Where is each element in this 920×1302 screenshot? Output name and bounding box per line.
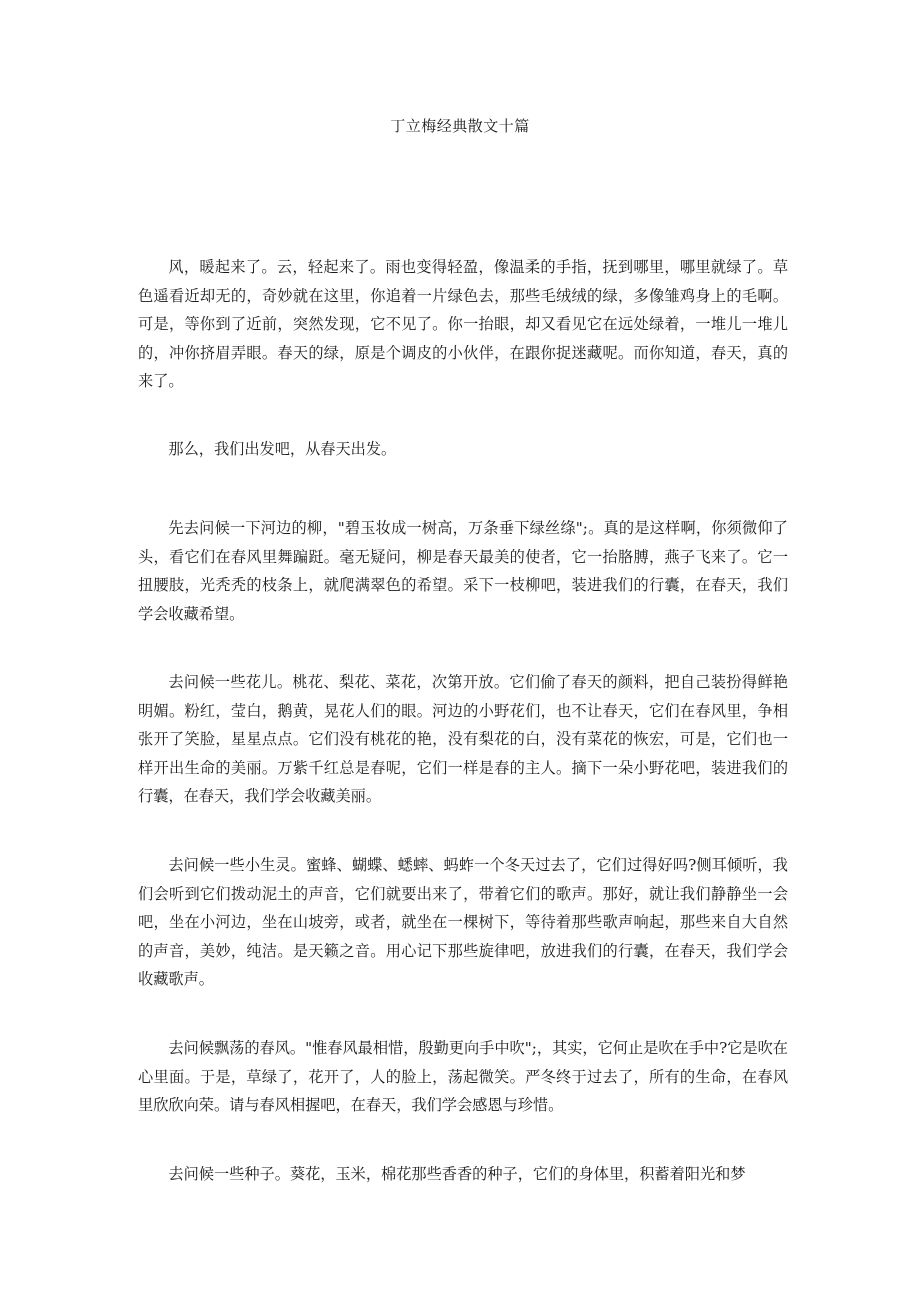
paragraph-willow: 先去问候一下河边的柳，"碧玉妆成一树高，万条垂下绿丝绦";。真的是这样啊，你须微仰了头，看它们在春风里舞蹁跹。毫无疑问，柳是春天最美的使者，它一抬胳膊，燕子飞来了。它一扭腰肢，光秃秃的枝条上，就爬满翠色的希望。采下一枝柳吧，装进我们的行囊，在春天，我们学会收藏希望。	[138, 519, 788, 623]
paragraph-small-creatures: 去问候一些小生灵。蜜蜂、蝴蝶、蟋蟀、蚂蚱一个冬天过去了，它们过得好吗?侧耳倾听，我们会听到它们拨动泥土的声音，它们就要出来了，带着它们的歌声。那好，就让我们静静坐一会吧，坐在小河边，坐在山坡旁，或者，就坐在一棵树下，等待着那些歌声响起，那些来自大自然的声音，美妙，纯洁。是天籁之音。用心记下那些旋律吧，放进我们的行囊，在春天，我们学会收藏歌声。	[138, 856, 788, 988]
document-title: 丁立梅经典散文十篇	[390, 117, 530, 135]
paragraph-flowers: 去问候一些花儿。桃花、梨花、菜花，次第开放。它们偷了春天的颜料，把自己装扮得鲜艳明媚。粉红，莹白，鹅黄，晃花人们的眼。河边的小野花们，也不让春天，它们在春风里，争相张开了笑脸，星星点点。它们没有桃花的艳，没有梨花的白，没有菜花的恢宏，可是，它们也一样开出生命的美丽。万紫千红总是春呢，它们一样是春的主人。摘下一朵小野花吧，装进我们的行囊，在春天，我们学会收藏美丽。	[138, 673, 788, 805]
paragraph-set-out: 那么，我们出发吧，从春天出发。	[168, 440, 397, 458]
paragraph-spring-wind: 去问候飘荡的春风。"惟春风最相惜，殷勤更向手中吹";，其实，它何止是吹在手中?它是吹在心里面。于是，草绿了，花开了，人的脸上，荡起微笑。严冬终于过去了，所有的生命，在春风里欣欣向荣。请与春风相握吧，在春天，我们学会感恩与珍惜。	[138, 1039, 788, 1114]
paragraph-seeds: 去问候一些种子。葵花，玉米，棉花那些香香的种子，它们的身体里，积蓄着阳光和梦	[168, 1165, 746, 1183]
paragraph-spring-green: 风，暖起来了。云，轻起来了。雨也变得轻盈，像温柔的手指，抚到哪里，哪里就绿了。草色遥看近却无的，奇妙就在这里，你追着一片绿色去，那些毛绒绒的绿，多像雏鸡身上的毛啊。可是，等你到了近前，突然发现，它不见了。你一抬眼，却又看见它在远处绿着，一堆儿一堆儿的，冲你挤眉弄眼。春天的绿，原是个调皮的小伙伴，在跟你捉迷藏呢。而你知道，春天，真的来了。	[138, 258, 788, 390]
